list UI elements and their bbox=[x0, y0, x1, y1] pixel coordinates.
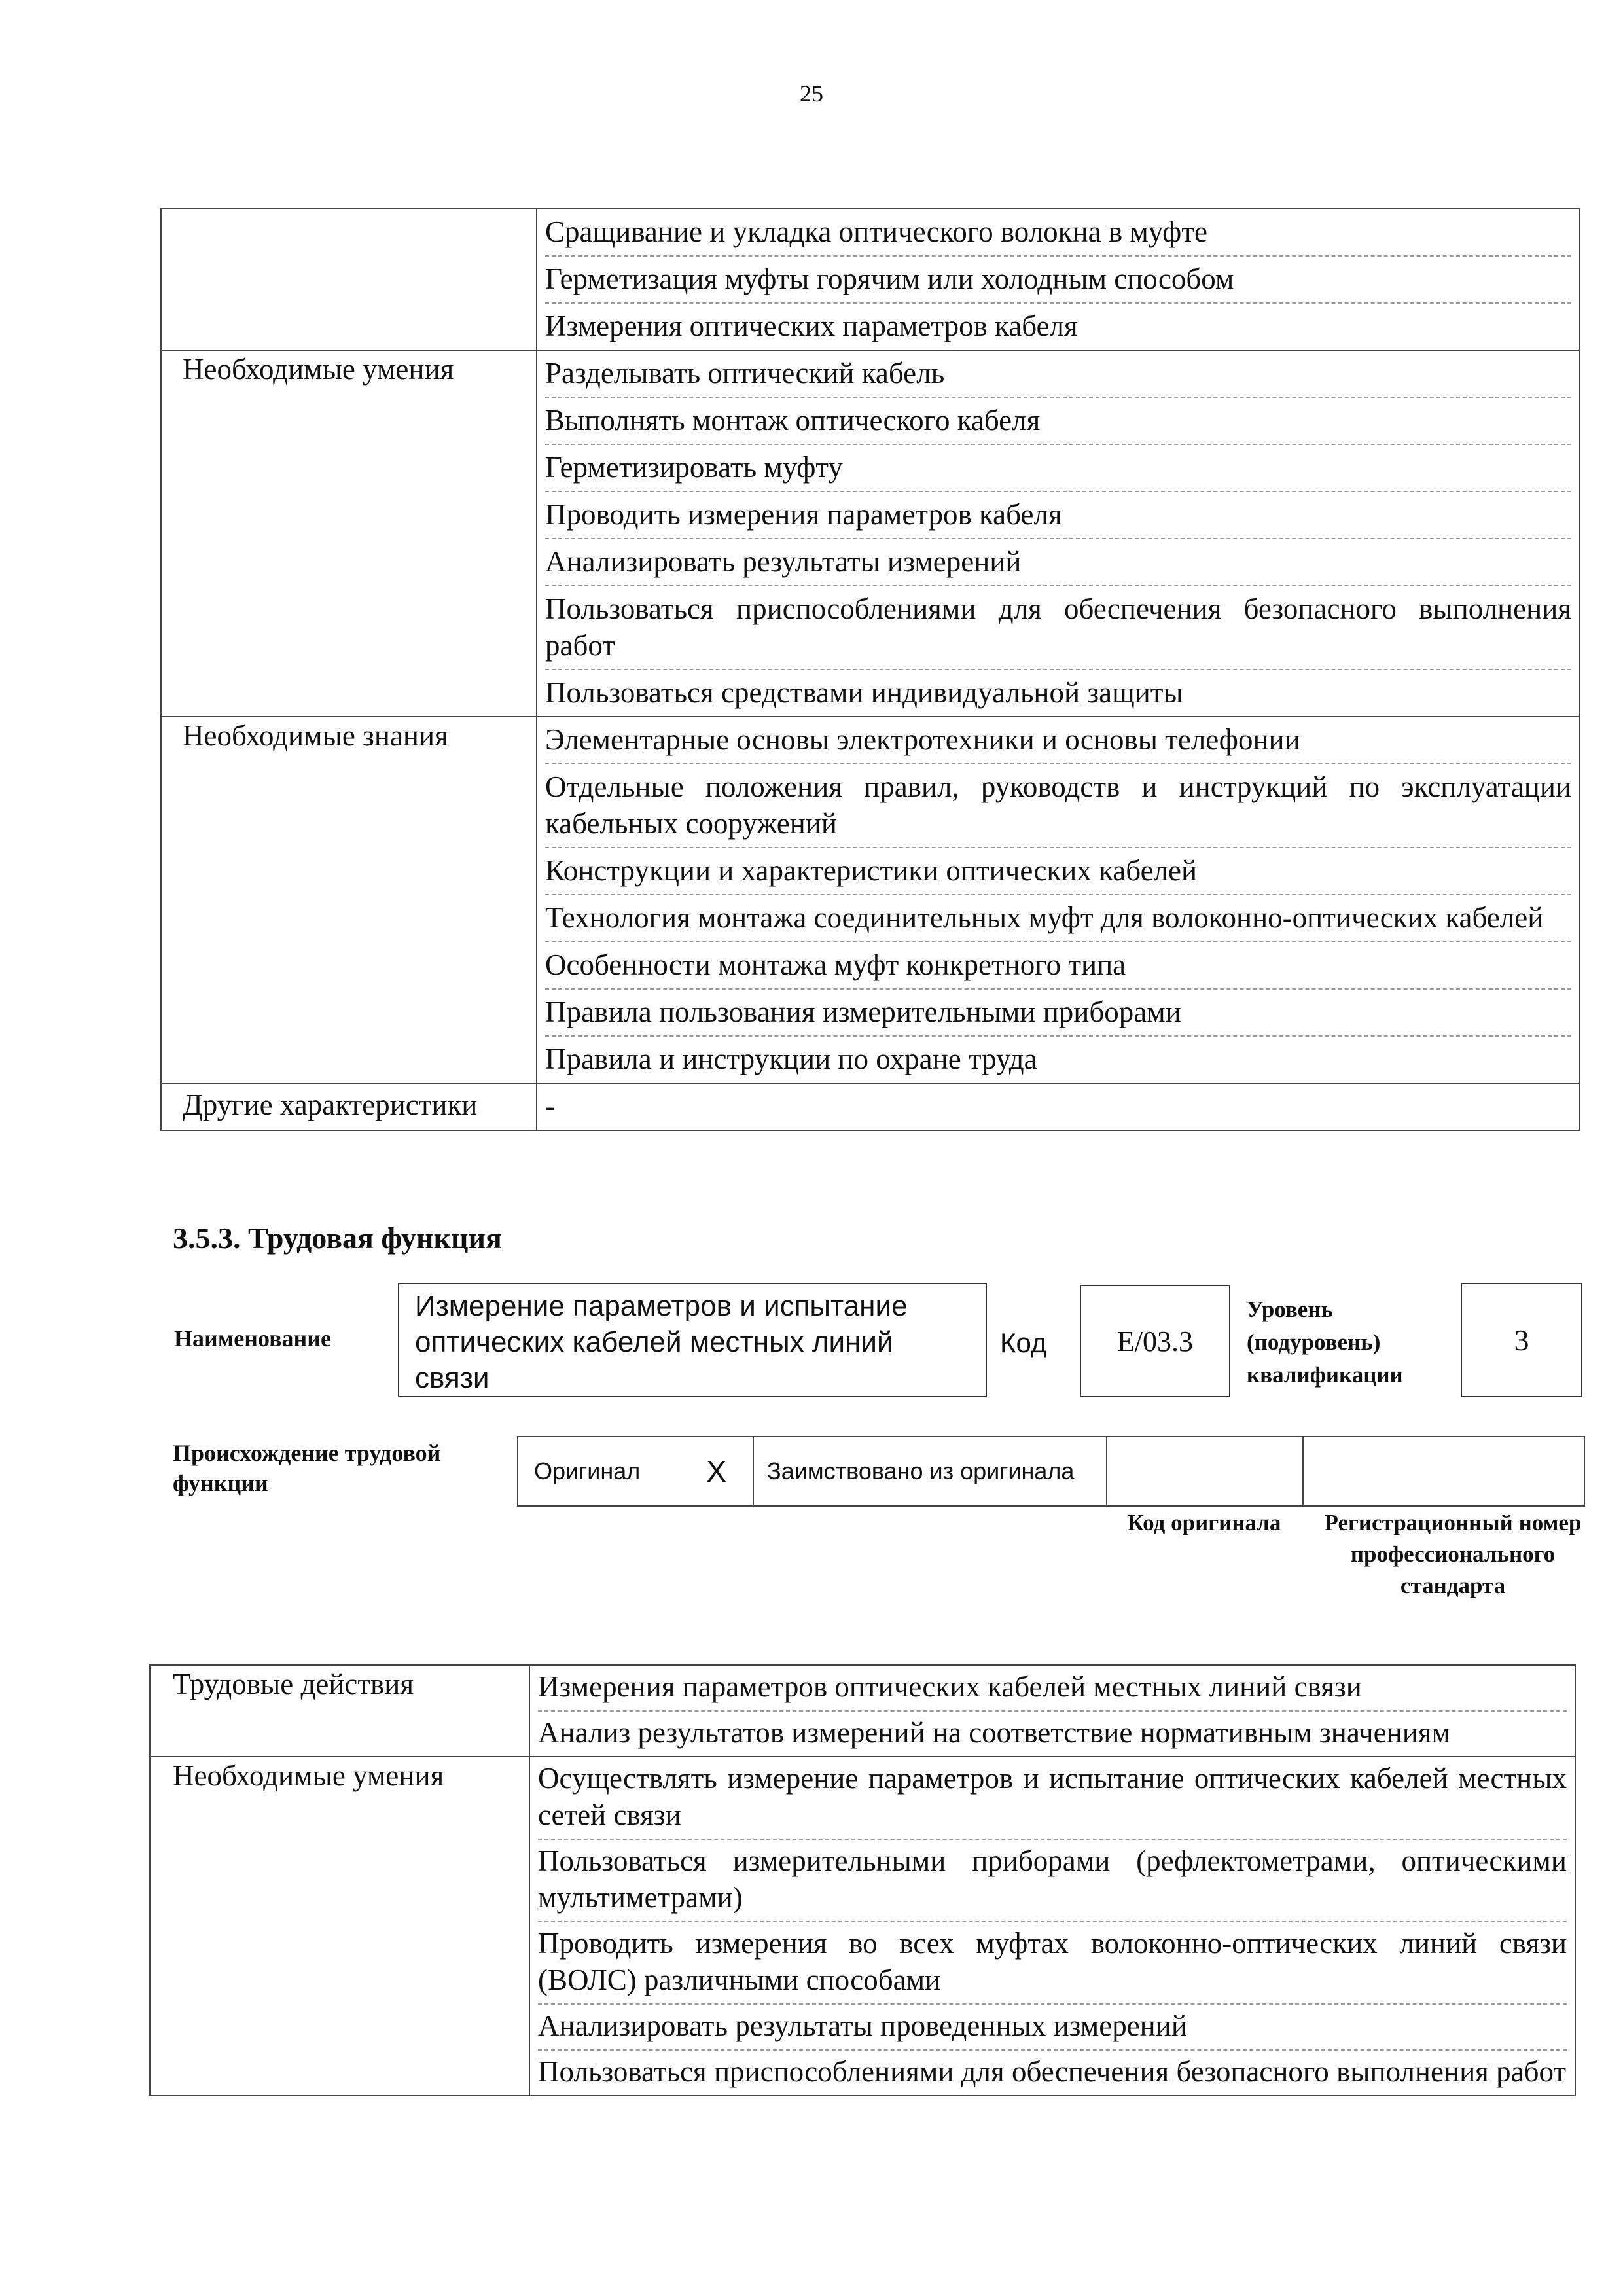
list-item: Проводить измерения параметров кабеля bbox=[545, 492, 1571, 539]
row-items bbox=[529, 1757, 1575, 2096]
row-label: Другие характеристики bbox=[161, 1083, 537, 1130]
list-item: Герметизация муфты горячим или холодным способом bbox=[545, 257, 1571, 304]
section-title: 3.5.3. Трудовая функция bbox=[173, 1221, 502, 1255]
row-items bbox=[537, 717, 1580, 1083]
function-name-value: Измерение параметров и испытание оптических кабелей местных линий связи bbox=[398, 1283, 987, 1397]
row-label: Необходимые умения bbox=[150, 1757, 529, 2096]
origin-borrowed-cell: Заимствовано из оригинала bbox=[754, 1437, 1107, 1505]
list-item: Анализ результатов измерений на соответствие нормативным значениям bbox=[538, 1716, 1450, 1749]
origin-reg-cell bbox=[1304, 1437, 1584, 1505]
list-item: Разделывать оптический кабель bbox=[545, 351, 1571, 398]
code-label: Код bbox=[1000, 1327, 1047, 1358]
level-label: Уровень (подуровень) квалификации bbox=[1247, 1297, 1403, 1388]
table-row bbox=[161, 209, 1580, 350]
origin-mark: X bbox=[706, 1454, 726, 1488]
origin-code-cell bbox=[1107, 1437, 1304, 1505]
table-row bbox=[161, 717, 1580, 1083]
level-value: 3 bbox=[1461, 1283, 1582, 1397]
list-item: Проводить измерения во всех муфтах волоконно-оптических линий связи (ВОЛС) различными способами bbox=[538, 1922, 1567, 2005]
list-item: Пользоваться средствами индивидуальной защиты bbox=[545, 676, 1183, 709]
row-items bbox=[537, 209, 1580, 350]
list-item: Правила и инструкции по охране труда bbox=[545, 1043, 1037, 1075]
origin-original-label: Оригинал bbox=[534, 1458, 641, 1484]
row-label bbox=[161, 209, 537, 350]
name-label: Наименование bbox=[174, 1325, 331, 1352]
list-item: Измерения параметров оптических кабелей местных линий связи bbox=[538, 1666, 1567, 1712]
list-item: Измерения оптических параметров кабеля bbox=[545, 310, 1078, 342]
list-item: Правила пользования измерительными приборами bbox=[545, 990, 1571, 1037]
list-item: Пользоваться приспособлениями для обеспечения безопасного выполнения работ bbox=[538, 2055, 1567, 2088]
table-row bbox=[150, 1665, 1575, 1757]
row-items bbox=[537, 1083, 1580, 1130]
list-item: - bbox=[545, 1090, 555, 1122]
list-item: Сращивание и укладка оптического волокна в муфте bbox=[545, 209, 1571, 257]
origin-label: Происхождение трудовой функции bbox=[173, 1440, 441, 1496]
list-item: Анализировать результаты проведенных измерений bbox=[538, 2005, 1567, 2051]
row-label: Трудовые действия bbox=[150, 1665, 529, 1757]
origin-row bbox=[517, 1436, 1585, 1507]
row-label: Необходимые умения bbox=[161, 350, 537, 717]
list-item: Конструкции и характеристики оптических кабелей bbox=[545, 848, 1571, 895]
list-item: Элементарные основы электротехники и основы телефонии bbox=[545, 717, 1571, 764]
list-item: Герметизировать муфту bbox=[545, 445, 1571, 492]
list-item: Выполнять монтаж оптического кабеля bbox=[545, 398, 1571, 445]
list-item: Особенности монтажа муфт конкретного типа bbox=[545, 942, 1571, 990]
origin-original-cell bbox=[518, 1437, 754, 1505]
requirements-table-top bbox=[160, 208, 1580, 1131]
list-item: Анализировать результаты измерений bbox=[545, 539, 1571, 586]
list-item: Осуществлять измерение параметров и испытание оптических кабелей местных сетей связи bbox=[538, 1757, 1567, 1840]
list-item: Пользоваться измерительными приборами (рефлектометрами, оптическими мультиметрами) bbox=[538, 1840, 1567, 1922]
row-label: Необходимые знания bbox=[161, 717, 537, 1083]
page-number: 25 bbox=[800, 81, 823, 107]
caption-code: Код оригинала bbox=[1127, 1510, 1281, 1535]
table-row bbox=[161, 1083, 1580, 1130]
code-value: E/03.3 bbox=[1080, 1285, 1230, 1397]
table-row bbox=[161, 350, 1580, 717]
row-items bbox=[529, 1665, 1575, 1757]
list-item: Пользоваться приспособлениями для обеспечения безопасного выполнения работ bbox=[545, 586, 1571, 670]
table-row bbox=[150, 1757, 1575, 2096]
requirements-table-bottom bbox=[149, 1664, 1576, 2096]
list-item: Отдельные положения правил, руководств и инструкций по эксплуатации кабельных сооружений bbox=[545, 764, 1571, 848]
list-item: Технология монтажа соединительных муфт для волоконно-оптических кабелей bbox=[545, 895, 1571, 942]
caption-reg: Регистрационный номер профессионального стандарта bbox=[1324, 1510, 1582, 1598]
row-items bbox=[537, 350, 1580, 717]
